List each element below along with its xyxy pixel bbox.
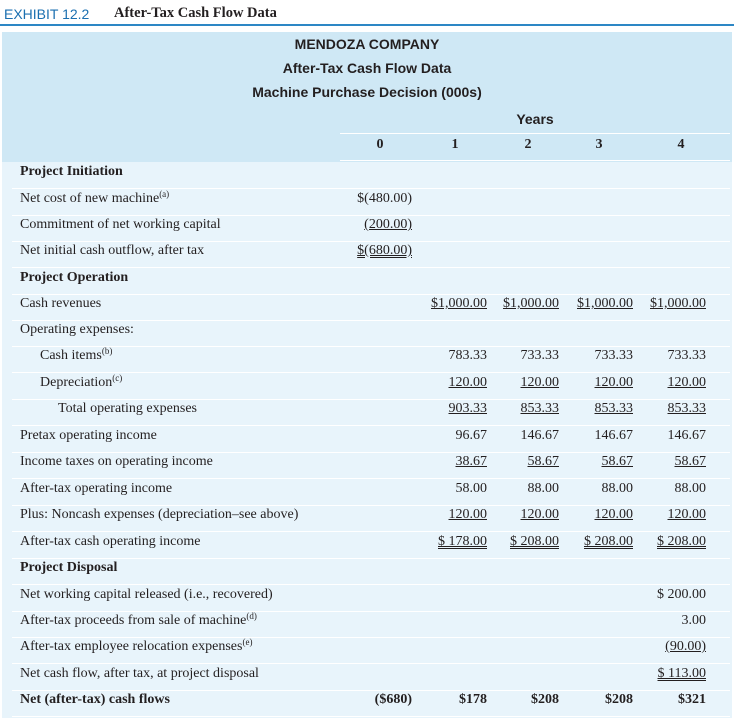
row-label-text: Project Operation [20, 270, 129, 285]
row-divider [12, 663, 730, 664]
row-label-text: After-tax proceeds from sale of machine [20, 613, 247, 628]
row-divider [12, 188, 730, 189]
cell-year-2 [487, 401, 559, 417]
cell-value: $(480.00) [357, 191, 412, 206]
decision-title: Machine Purchase Decision (000s) [252, 84, 482, 100]
row-label [20, 270, 128, 286]
cell-value: (90.00) [665, 639, 706, 654]
cell-year-1 [412, 481, 487, 497]
row-label [20, 639, 252, 655]
row-label [20, 692, 170, 708]
cell-year-2 [487, 428, 559, 444]
row-label [20, 428, 157, 444]
cell-value: 96.67 [455, 428, 487, 443]
cell-value: 120.00 [667, 507, 706, 522]
cell-year-4 [632, 401, 706, 417]
cell-year-4 [632, 348, 706, 364]
cell-value: 88.00 [527, 481, 559, 496]
header-rule [340, 160, 730, 161]
cell-year-1 [412, 454, 487, 470]
cell-value: 733.33 [667, 348, 706, 363]
row-divider [12, 478, 730, 479]
cell-year-4 [632, 692, 706, 708]
cell-value: $ 208.00 [584, 534, 633, 549]
cell-year-0 [332, 191, 412, 207]
cell-value: ($680) [374, 692, 412, 707]
cell-year-1 [412, 296, 487, 312]
cell-value: 146.67 [594, 428, 633, 443]
cell-year-2 [487, 296, 559, 312]
row-label [20, 666, 259, 682]
row-label [20, 296, 101, 312]
row-label-text: After-tax operating income [20, 481, 173, 496]
row-label [20, 191, 169, 207]
row-label [40, 375, 122, 391]
cell-year-2 [487, 375, 559, 391]
row-label-text: Pretax operating income [20, 428, 157, 443]
cell-year-4 [632, 613, 706, 629]
footnote-marker: (a) [159, 189, 170, 199]
cell-year-0 [332, 692, 412, 708]
row-divider [12, 452, 730, 453]
cell-value: 58.67 [674, 454, 706, 469]
cell-value: 783.33 [448, 348, 487, 363]
company-name: MENDOZA COMPANY [294, 36, 440, 52]
row-label-text: Operating expenses: [20, 322, 134, 337]
cell-value: 120.00 [594, 507, 633, 522]
footnote-marker: (c) [112, 373, 123, 383]
cell-value: $1,000.00 [577, 296, 633, 311]
footnote-marker: (b) [101, 346, 113, 356]
cell-year-2 [487, 454, 559, 470]
cell-year-0 [332, 243, 412, 259]
cell-year-3 [559, 296, 633, 312]
cell-value: $208 [605, 692, 633, 707]
cell-year-2 [487, 348, 559, 364]
row-label [20, 322, 134, 338]
cell-value: $208 [531, 692, 559, 707]
row-label-text: Depreciation [40, 375, 113, 390]
cell-value: $1,000.00 [431, 296, 487, 311]
cell-value: $321 [678, 692, 706, 707]
row-divider [12, 558, 730, 559]
footnote-marker: (d) [246, 611, 257, 621]
col-header-year-0: 0 [376, 137, 384, 152]
cell-value: 88.00 [601, 481, 633, 496]
cell-value: 120.00 [448, 507, 487, 522]
cell-value: 88.00 [674, 481, 706, 496]
cell-year-1 [412, 348, 487, 364]
cell-value: 38.67 [455, 454, 487, 469]
cell-value: $1,000.00 [503, 296, 559, 311]
row-divider [12, 267, 730, 268]
years-label: Years [516, 111, 554, 127]
row-label-text: After-tax employee relocation expenses [20, 639, 243, 654]
cell-year-4 [632, 428, 706, 444]
cell-value: 733.33 [520, 348, 559, 363]
exhibit-number: EXHIBIT 12.2 [4, 6, 90, 22]
row-divider [12, 294, 730, 295]
cell-year-0 [332, 217, 412, 233]
cell-year-3 [559, 454, 633, 470]
cell-year-1 [412, 692, 487, 708]
cell-year-3 [559, 348, 633, 364]
cell-value: 120.00 [667, 375, 706, 390]
cell-value: (200.00) [364, 217, 412, 232]
row-label-text: Net cash flow, after tax, at project disposal [20, 666, 259, 681]
cell-year-1 [412, 375, 487, 391]
col-header-year-3: 3 [595, 137, 603, 152]
cell-value: 853.33 [520, 401, 559, 416]
cell-value: $178 [459, 692, 487, 707]
cell-year-2 [487, 534, 559, 550]
cell-year-1 [412, 428, 487, 444]
row-label-text: Total operating expenses [58, 401, 197, 416]
row-label [58, 401, 197, 417]
cell-value: 120.00 [448, 375, 487, 390]
row-label [20, 217, 221, 233]
row-label-text: Commitment of net working capital [20, 217, 221, 232]
row-label [20, 587, 273, 603]
cell-value: 120.00 [520, 375, 559, 390]
cell-value: 903.33 [448, 401, 487, 416]
cell-value: $ 178.00 [438, 534, 487, 549]
cell-year-3 [559, 401, 633, 417]
row-label-text: Income taxes on operating income [20, 454, 213, 469]
exhibit-rule [0, 24, 734, 26]
row-label-text: After-tax cash operating income [20, 534, 201, 549]
cell-value: 58.00 [455, 481, 487, 496]
cell-year-4 [632, 587, 706, 603]
footnote-marker: (e) [242, 637, 253, 647]
cell-value: 58.67 [601, 454, 633, 469]
row-label [20, 481, 172, 497]
row-label [20, 613, 257, 629]
cell-value: 853.33 [667, 401, 706, 416]
row-divider [12, 241, 730, 242]
cell-year-2 [487, 692, 559, 708]
col-header-year-2: 2 [524, 137, 532, 152]
cell-year-4 [632, 639, 706, 655]
cell-value: 58.67 [527, 454, 559, 469]
cell-value: $ 208.00 [510, 534, 559, 549]
row-divider [12, 346, 730, 347]
row-label-text: Cash items [40, 348, 102, 363]
cell-year-3 [559, 507, 633, 523]
cell-value: 120.00 [520, 507, 559, 522]
cell-year-4 [632, 296, 706, 312]
row-label [20, 507, 298, 523]
cell-value: 853.33 [594, 401, 633, 416]
col-header-year-4: 4 [677, 137, 685, 152]
row-divider [12, 505, 730, 506]
row-divider [12, 215, 730, 216]
row-divider [12, 716, 730, 717]
col-header-year-1: 1 [451, 137, 459, 152]
years-rule [340, 133, 730, 134]
cell-year-3 [559, 534, 633, 550]
row-divider [12, 320, 730, 321]
row-label [20, 243, 204, 259]
cell-value: 146.67 [667, 428, 706, 443]
cell-year-1 [412, 507, 487, 523]
cell-year-2 [487, 507, 559, 523]
cell-value: $(680.00) [357, 243, 412, 258]
row-label-text: Net cost of new machine [20, 191, 160, 206]
cell-year-1 [412, 534, 487, 550]
cell-value: 120.00 [594, 375, 633, 390]
cell-value: $ 208.00 [657, 534, 706, 549]
row-label-text: Plus: Noncash expenses (depreciation–see above) [20, 507, 299, 522]
row-divider [12, 425, 730, 426]
row-label-text: Net (after-tax) cash flows [20, 692, 170, 707]
cell-year-1 [412, 401, 487, 417]
row-divider [12, 611, 730, 612]
cell-year-4 [632, 666, 706, 682]
cell-year-2 [487, 481, 559, 497]
row-divider [12, 584, 730, 585]
cell-year-3 [559, 481, 633, 497]
row-label [40, 348, 112, 364]
cell-year-4 [632, 534, 706, 550]
cell-value: $ 200.00 [657, 587, 706, 602]
row-label [20, 164, 123, 180]
row-label-text: Project Initiation [20, 164, 123, 179]
cell-year-4 [632, 454, 706, 470]
row-label-text: Project Disposal [20, 560, 118, 575]
cell-value: 3.00 [681, 613, 706, 628]
exhibit-header [0, 0, 734, 26]
row-label-text: Cash revenues [20, 296, 102, 311]
row-label-text: Net initial cash outflow, after tax [20, 243, 205, 258]
row-label [20, 534, 200, 550]
cell-value: $ 113.00 [657, 666, 706, 681]
cell-value: 146.67 [520, 428, 559, 443]
table-subtitle: After-Tax Cash Flow Data [282, 60, 452, 76]
row-divider [12, 531, 730, 532]
row-label [20, 454, 213, 470]
row-label-text: Net working capital released (i.e., recovered) [20, 587, 273, 602]
cell-year-4 [632, 507, 706, 523]
cell-value: $1,000.00 [650, 296, 706, 311]
cell-value: 733.33 [594, 348, 633, 363]
exhibit-title: After-Tax Cash Flow Data [114, 5, 277, 21]
cell-year-4 [632, 481, 706, 497]
row-divider [12, 690, 730, 691]
row-divider [12, 399, 730, 400]
row-divider [12, 637, 730, 638]
row-label [20, 560, 117, 576]
cell-year-4 [632, 375, 706, 391]
cell-year-3 [559, 428, 633, 444]
cell-year-3 [559, 692, 633, 708]
cell-year-3 [559, 375, 633, 391]
